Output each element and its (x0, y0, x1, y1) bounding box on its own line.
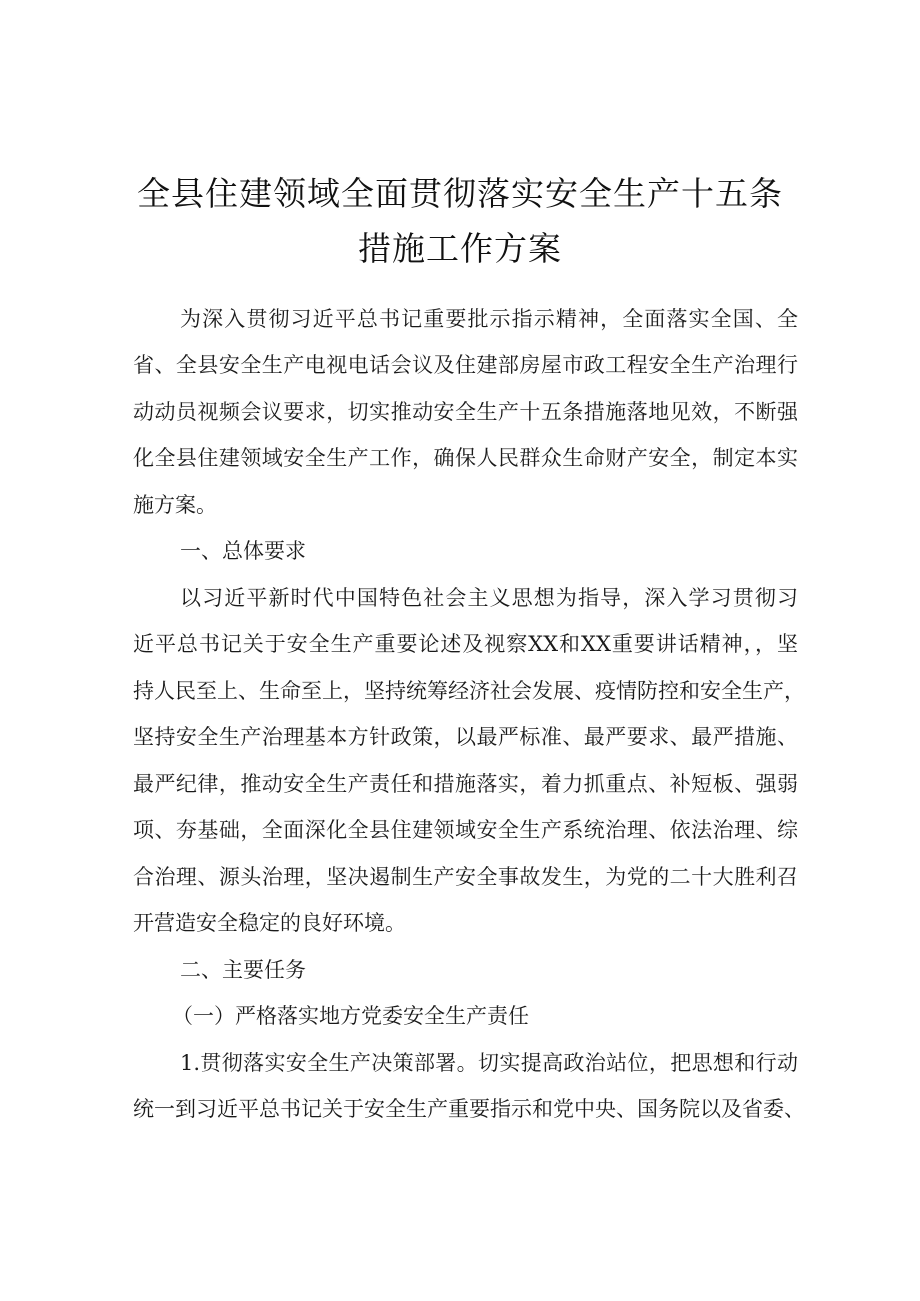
intro-line-1: 为深入贯彻习近平总书记重要批示指示精神，全面落实全国、全 (180, 307, 798, 331)
section-2-heading: 二、主要任务 (180, 958, 306, 982)
section-1-line-7: 合治理、源头治理，坚决遏制生产安全事故发生，为党的二十大胜利召 (133, 865, 798, 889)
section-1-line-4: 坚持安全生产治理基本方针政策，以最严标准、最严要求、最严措施、 (133, 725, 798, 749)
item-1-line-2: 统一到习近平总书记关于安全生产重要指示和党中央、国务院以及省委、 (133, 1097, 805, 1121)
document-title-line-2: 措施工作方案 (358, 229, 562, 268)
section-1-line-8: 开营造安全稳定的良好环境。 (133, 911, 406, 935)
section-1-line-3: 持人民至上、生命至上，坚持统筹经济社会发展、疫情防控和安全生产， (133, 679, 805, 703)
intro-line-3: 动动员视频会议要求，切实推动安全生产十五条措施落地见效，不断强 (133, 400, 798, 424)
item-1-line-1: 1.贯彻落实安全生产决策部署。切实提高政治站位，把思想和行动 (180, 1051, 798, 1075)
intro-line-5: 施方案。 (133, 493, 217, 517)
section-1-line-1: 以习近平新时代中国特色社会主义思想为指导，深入学习贯彻习 (180, 586, 798, 610)
subsection-1-heading: （一）严格落实地方党委安全生产责任 (172, 1004, 529, 1028)
section-1-line-5: 最严纪律，推动安全生产责任和措施落实，着力抓重点、补短板、强弱 (133, 772, 798, 796)
document-title-line-1: 全县住建领域全面贯彻落实安全生产十五条 (137, 174, 783, 213)
intro-line-4: 化全县住建领域安全生产工作，确保人民群众生命财产安全，制定本实 (133, 446, 798, 470)
section-1-heading: 一、总体要求 (180, 539, 306, 563)
section-1-line-6: 项、夯基础，全面深化全县住建领域安全生产系统治理、依法治理、综 (133, 818, 798, 842)
intro-line-2: 省、全县安全生产电视电话会议及住建部房屋市政工程安全生产治理行 (133, 353, 798, 377)
section-1-line-2: 近平总书记关于安全生产重要论述及视察XX和XX重要讲话精神，，坚 (133, 632, 798, 656)
